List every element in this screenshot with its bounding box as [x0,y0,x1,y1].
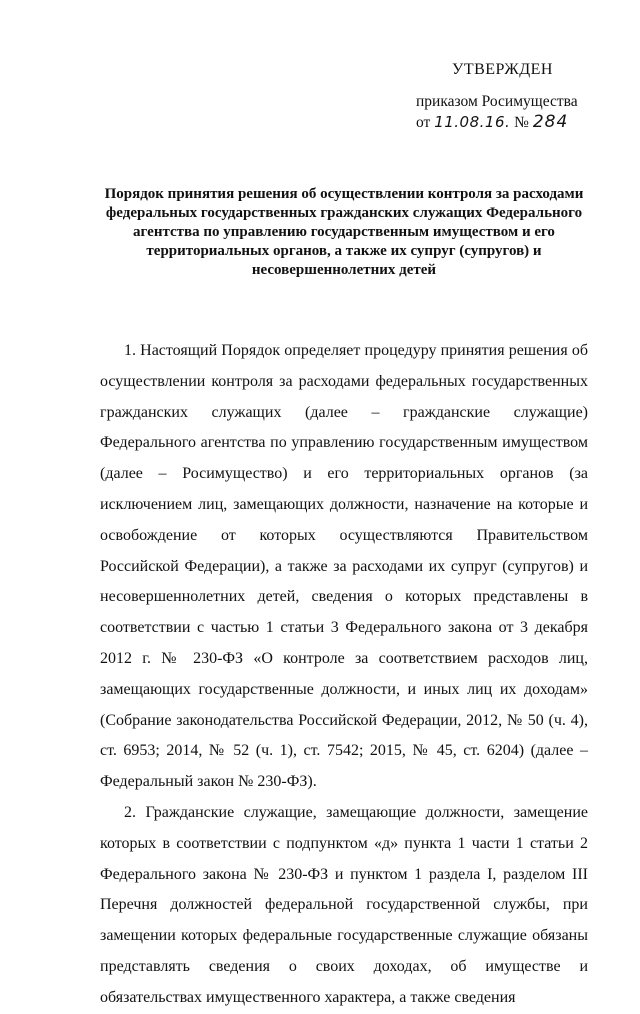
order-date-line [416,112,568,132]
order-number-handwritten: 284 [532,112,569,132]
document-body [100,336,588,1014]
order-number-label: № [514,114,529,131]
order-reference: приказом Росимущества [416,93,578,110]
paragraph-1: 1. Настоящий Порядок определяет процедуру принятия решения об осуществлении контроля за расходами федеральных государственных гражданских служащих (далее – гражданские служащие) Федерального агентства по управлению государственным имуществом (далее – Росимущество) и его территориальных органов (за исключением лиц, замещающих должности, назначение на которые и освобождение от которых осуществляются Правительством Российской Федерации), а также за расходами их супруг (супругов) и несовершеннолетних детей, сведения о которых представлены в соответствии с частью 1 статьи 3 Федерального закона от 3 декабря 2012 г. № 230-ФЗ «О контроле за соответствием расходов лиц, замещающих государственные должности, и иных лиц их доходам» (Собрание законодательства Российской Федерации, 2012, № 50 (ч. 4), ст. 6953; 2014, № 52 (ч. 1), ст. 7542; 2015, № 45, ст. 6204) (далее – Федеральный закон № 230-ФЗ). [100,342,588,791]
order-from-label: от [416,114,431,131]
approval-stamp-heading: УТВЕРЖДЕН [452,61,553,78]
paragraph-2: 2. Гражданские служащие, замещающие должности, замещение которых в соответствии с подпунктом «д» пункта 1 части 1 статьи 2 Федерального закона № 230-ФЗ и пунктом 1 раздела I, разделом III Перечня должностей федеральной государственной службы, при замещении которых федеральные государственные служащие обязаны представлять сведения о своих доходах, об имуществе и обязательствах имущественного характера, а также сведения [100,803,588,1006]
document-title: Порядок принятия решения об осуществлении контроля за расходами федеральных государственных гражданских служащих Федерального агентства по управлению государственным имуществом и его территориальных органов, а также их супруг (супругов) и несовершеннолетних детей [104,186,584,278]
order-date-handwritten: 11.08.16. [434,113,511,131]
